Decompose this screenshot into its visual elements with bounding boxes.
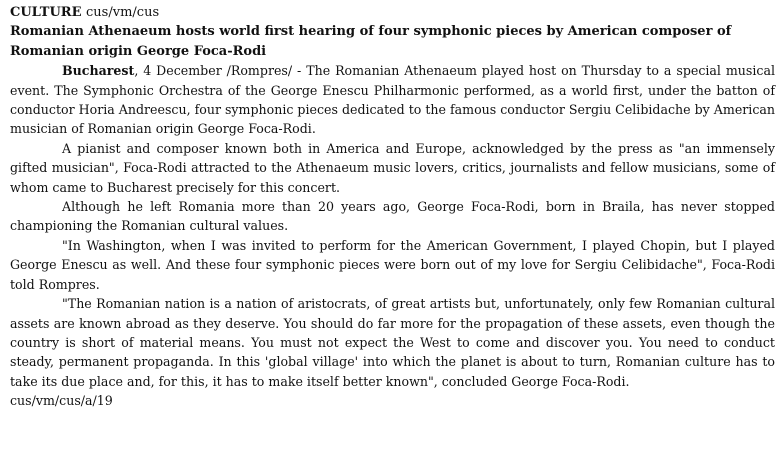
section-label: CULTURE: [10, 5, 82, 20]
article-headline: Romanian Athenaeum hosts world first hearing of four symphonic pieces by American composer of Romanian origin George Foca-Rodi: [10, 24, 732, 59]
article-paragraph-2: A pianist and composer known both in America and Europe, acknowledged by the press as "an immensely gifted musician", Foca-Rodi attracted to the Athenaeum music lovers, critics, journalists and fellow musicians, some of whom came to Bucharest precisely for this concert.: [10, 140, 775, 195]
article-paragraph-3: Although he left Romania more than 20 years ago, George Foca-Rodi, born in Braila, has never stopped championing the Romanian cultural values.: [10, 199, 775, 234]
article-paragraph-5: "The Romanian nation is a nation of aristocrats, of great artists but, unfortunately, only few Romanian cultural assets are known abroad as they deserve. You should do far more for the propagation of these assets, even though the country is short of material means. You must not expect the West to come and discover you. You need to conduct steady, permanent propaganda. In this 'global village' into which the planet is about to turn, Romanian culture has to take its due place and, for this, it has to make itself better known", concluded George Foca-Rodi.: [10, 296, 775, 389]
footer-code: cus/vm/cus/a/19: [10, 393, 113, 409]
section-code: cus/vm/cus: [86, 5, 160, 20]
article-paragraph-4: "In Washington, when I was invited to perform for the American Government, I played Chopin, but I played George Enescu as well. And these four symphonic pieces were born out of my love for Sergiu Celibidache", Foca-Rodi told Rompres.: [10, 237, 775, 292]
section-header: [10, 3, 775, 22]
news-article: [10, 3, 775, 411]
paragraph-1-text: , 4 December /Rompres/ - The Romanian Athenaeum played host on Thursday to a special musical event. The Symphonic Orchestra of the George Enescu Philharmonic performed, as a world first, under the batton of conductor Horia Andreescu, four symphonic pieces dedicated to the famous conductor Sergiu Celibidache by American musician of Romanian origin George Foca-Rodi.: [10, 63, 775, 137]
article-paragraph-1: [10, 61, 775, 139]
dateline-place: Bucharest: [62, 63, 135, 79]
